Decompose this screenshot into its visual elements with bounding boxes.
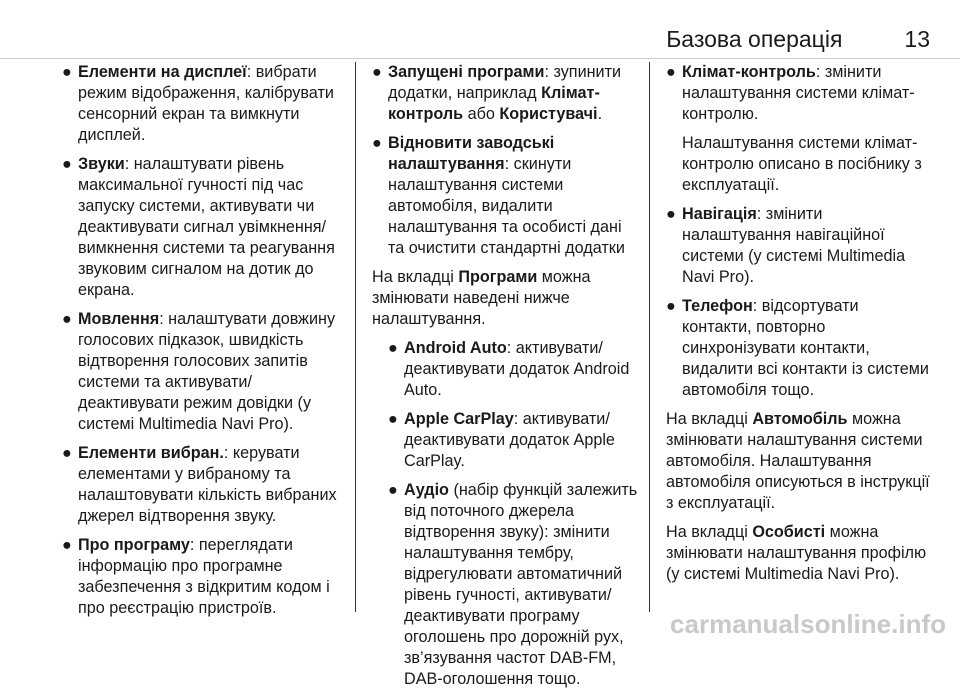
item-term: Елементи на дисплеї	[78, 63, 247, 81]
bullet-icon: ●	[62, 310, 72, 328]
item-text: : активувати/деактивувати додаток Apple CarPlay.	[404, 410, 615, 470]
column-divider-1	[355, 62, 356, 612]
item-text: : зупинити додатки, наприклад	[388, 63, 622, 102]
page-number: 13	[904, 26, 930, 52]
bullet-icon: ●	[372, 134, 382, 152]
item-term: Навігація	[682, 205, 757, 223]
column-3	[666, 62, 932, 593]
item-text: : активувати/деактивувати додаток Android Auto.	[404, 339, 630, 399]
item-term: Клімат-контроль	[388, 84, 600, 123]
item-term: Про програму	[78, 536, 190, 554]
para-text: можна змінювати налаштування системи автомобіля. Налаштування автомобіля описуються в інструкції з експлуатації.	[666, 410, 930, 512]
paragraph	[666, 522, 932, 585]
page-header	[0, 26, 930, 53]
item-note: Налаштування системи клімат-контролю описано в посібнику з експлуатації.	[682, 134, 922, 194]
item-term: Телефон	[682, 297, 753, 315]
column-2	[372, 62, 638, 698]
list-item	[62, 443, 347, 527]
item-text: .	[597, 105, 603, 123]
list-item	[666, 204, 932, 288]
bullet-icon: ●	[62, 155, 72, 173]
column-divider-2	[649, 62, 650, 612]
bullet-icon: ●	[62, 444, 72, 462]
bullet-icon: ●	[372, 63, 382, 81]
para-term: Автомобіль	[752, 410, 848, 428]
item-term: Мовлення	[78, 310, 160, 328]
bullet-icon: ●	[388, 410, 398, 428]
para-text: На вкладці	[666, 523, 753, 541]
item-text: : переглядати інформацію про програмне забезпечення з відкритим кодом і про реєстрацію пристроїв.	[78, 536, 330, 617]
bullet-icon: ●	[666, 205, 676, 223]
list-item	[62, 62, 347, 146]
paragraph	[666, 409, 932, 514]
item-term: Звуки	[78, 155, 125, 173]
bullet-icon: ●	[388, 339, 398, 357]
list-item	[388, 409, 638, 472]
paragraph	[372, 267, 638, 330]
item-text: : відсортувати контакти, повторно синхронізувати контакти, видалити всі контакти із системи автомобіля тощо.	[682, 297, 929, 399]
list-item	[372, 133, 638, 259]
item-term: Відновити заводські налаштування	[388, 134, 555, 173]
para-term: Програми	[458, 268, 538, 286]
bullet-icon: ●	[388, 481, 398, 499]
bullet-icon: ●	[62, 63, 72, 81]
para-text: можна змінювати налаштування профілю (у системі Multimedia Navi Pro).	[666, 523, 927, 583]
item-term: Apple CarPlay	[404, 410, 514, 428]
item-text: : керувати елементами у вибраному та налаштовувати кількість вибраних джерел відтворення звуку.	[78, 444, 337, 525]
watermark: carmanualsonline.info	[670, 609, 946, 639]
item-text: : налаштувати довжину голосових підказок, швидкість відтворення голосових запитів системи та активувати/деактивувати режим довідки (у системі Multimedia Navi Pro).	[78, 310, 336, 433]
item-term: Аудіо	[404, 481, 449, 499]
item-term: Елементи вибран.	[78, 444, 224, 462]
list-item	[388, 338, 638, 401]
item-text: (набір функцій залежить від поточного джерела відтворення звуку): змінити налаштування тембру, відрегулювати автоматичний рівень гучності, активувати/деактивувати програму оголошень про дорожній рух, зв’язування частот DAB-FM, DAB-оголошення тощо.	[404, 481, 638, 688]
bullet-icon: ●	[666, 63, 676, 81]
list-item	[62, 154, 347, 301]
page-title: Базова операція	[666, 26, 843, 52]
item-term: Користувачі	[499, 105, 598, 123]
list-item	[62, 535, 347, 619]
para-text: На вкладці	[666, 410, 753, 428]
item-text: : скинути налаштування системи автомобіля, видалити налаштування та особисті дані та очистити стандартні додатки	[388, 155, 625, 257]
item-text: або	[463, 105, 500, 123]
column-1	[62, 62, 347, 627]
list-item	[62, 309, 347, 435]
bullet-icon: ●	[666, 297, 676, 315]
header-divider	[0, 58, 960, 59]
list-item	[388, 480, 638, 690]
list-item	[666, 296, 932, 401]
para-text: На вкладці	[372, 268, 459, 286]
item-text: : налаштувати рівень максимальної гучності під час запуску системи, активувати чи деактивувати сигнал увімкнення/вимкнення системи та реагування звуковим сигналом на дотик до екрана.	[78, 155, 335, 299]
item-text: : змінити налаштування системи клімат-контролю.	[682, 63, 915, 123]
item-text: : вибрати режим відображення, калібрувати сенсорний екран та вимкнути дисплей.	[78, 63, 334, 144]
para-term: Особисті	[752, 523, 826, 541]
item-term: Android Auto	[404, 339, 507, 357]
item-term: Запущені програми	[388, 63, 545, 81]
item-term: Клімат-контроль	[682, 63, 816, 81]
bullet-icon: ●	[62, 536, 72, 554]
item-text: : змінити налаштування навігаційної системи (у системі Multimedia Navi Pro).	[682, 205, 906, 286]
para-text: можна змінювати наведені нижче налаштування.	[372, 268, 591, 328]
list-item	[666, 62, 932, 125]
list-item	[372, 62, 638, 125]
